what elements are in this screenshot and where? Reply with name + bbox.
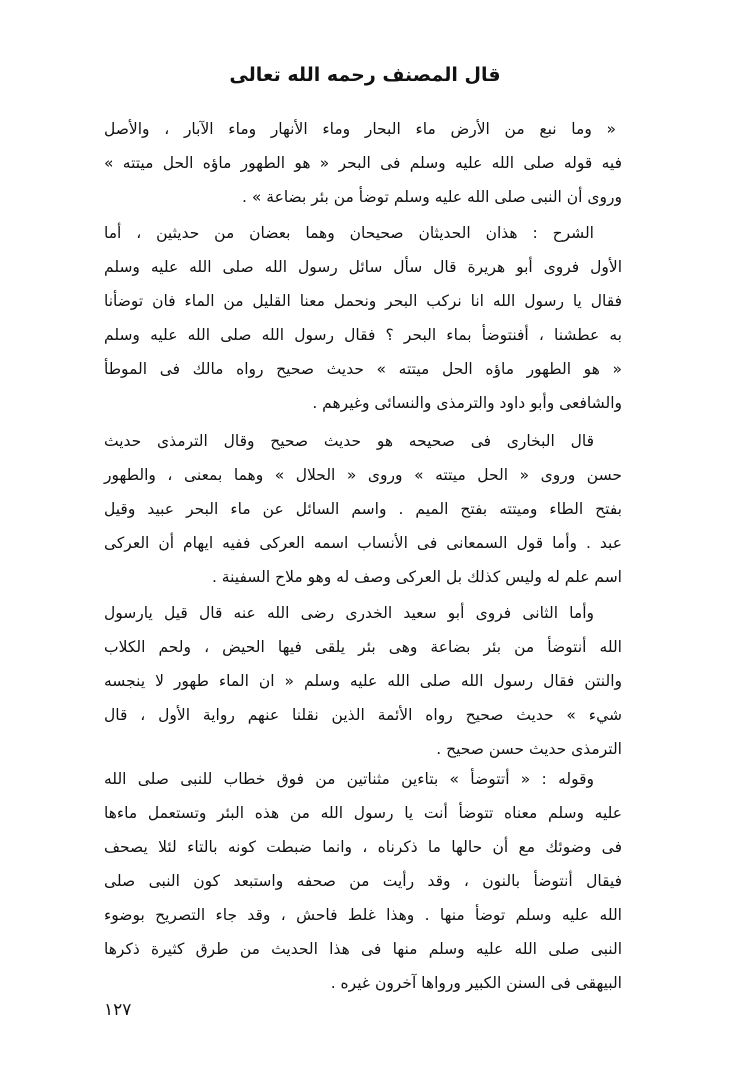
text-line: اسم علم له وليس كذلك بل العركى وصف له وهو ملاح السفينة .	[211, 568, 622, 586]
text-line: فقال يا رسول الله انا نركب البحر ونحمل معنا القليل من الماء فان توضأنا	[104, 292, 622, 310]
text-line: عبد . وأما قول السمعانى فى الأنساب اسمه العركى ففيه ايهام أن العركى	[104, 534, 622, 552]
paragraph-commentary-first-hadith	[104, 216, 622, 420]
text-line: وقوله : « أتتوضأ » بتاءين مثناتين من فوق خطاب للنبى صلى الله	[104, 770, 594, 788]
page-number: ١٢٧	[104, 1000, 132, 1020]
text-line: فى وضوئك مع أن حالها ما ذكرناه ، وانما ضبطت كونه بالتاء لئلا يصحف	[104, 838, 622, 856]
text-line: الترمذى حديث حسن صحيح .	[436, 740, 622, 758]
page-heading: قال المصنف رحمه الله تعالى	[229, 64, 501, 86]
text-line: وأما الثانى فروى أبو سعيد الخدرى رضى الله عنه قال قيل يارسول	[104, 604, 594, 622]
text-line: الله عليه وسلم توضأ منها . وهذا غلط فاحش ، وقد جاء التصريح بوضوء	[104, 906, 622, 924]
text-line: شيء » حديث صحيح رواه الأئمة الذين نقلنا عنهم رواية الأول ، قال	[104, 706, 622, 724]
text-line: الله أنتوضأ من بئر بضاعة وهى بئر يلقى فيها الحيض ، ولحم الكلاب	[104, 638, 622, 656]
text-line: عليه وسلم معناه تتوضأ أنت يا رسول الله من هذه البئر وتستعمل ماءها	[104, 804, 622, 822]
paragraph-text-quote	[104, 112, 622, 214]
text-line: وروى أن النبى صلى الله عليه وسلم توضأ من بئر بضاعة » .	[242, 188, 622, 206]
paragraph-bukhari-note	[104, 424, 622, 594]
paragraph-second-hadith	[104, 596, 622, 766]
text-line: والشافعى وأبو داود والترمذى والنسائى وغيرهم .	[312, 394, 622, 412]
text-line: فيقال أنتوضأ بالنون ، وقد رأيت من صحفه واستبعد كون النبى صلى	[104, 872, 622, 890]
text-line: البيهقى فى السنن الكبير ورواها آخرون غيره .	[330, 974, 622, 992]
text-line: والنتن فقال رسول الله صلى الله عليه وسلم « ان الماء طهور لا ينجسه	[104, 672, 622, 690]
text-line: « وما نبع من الأرض ماء البحار وماء الأنهار وماء الآبار ، والأصل	[104, 120, 616, 138]
text-line: قال البخارى فى صحيحه هو حديث صحيح وقال الترمذى حديث	[104, 432, 594, 450]
text-line: الأول فروى أبو هريرة قال سأل سائل رسول الله صلى الله عليه وسلم	[104, 258, 622, 276]
paragraph-word-explanation	[104, 762, 622, 1000]
text-line: « هو الطهور ماؤه الحل ميتته » حديث صحيح رواه مالك فى الموطأ	[104, 360, 622, 378]
text-line: الشرح : هذان الحديثان صحيحان وهما بعضان من حديثين ، أما	[104, 224, 594, 242]
text-line: حسن وروى « الحل ميتته » وروى « الحلال » وهما بمعنى ، والطهور	[104, 466, 622, 484]
text-line: النبى صلى الله عليه وسلم منها فى هذا الحديث من طرق كثيرة ذكرها	[104, 940, 622, 958]
text-line: فيه قوله صلى الله عليه وسلم فى البحر « هو الطهور ماؤه الحل ميتته »	[104, 154, 622, 172]
text-line: بفتح الطاء وميتته بفتح الميم . واسم السائل عن ماء البحر عبيد وقيل	[104, 500, 622, 518]
text-line: به عطشنا ، أفنتوضأ بماء البحر ؟ فقال رسول الله صلى الله عليه وسلم	[104, 326, 622, 344]
